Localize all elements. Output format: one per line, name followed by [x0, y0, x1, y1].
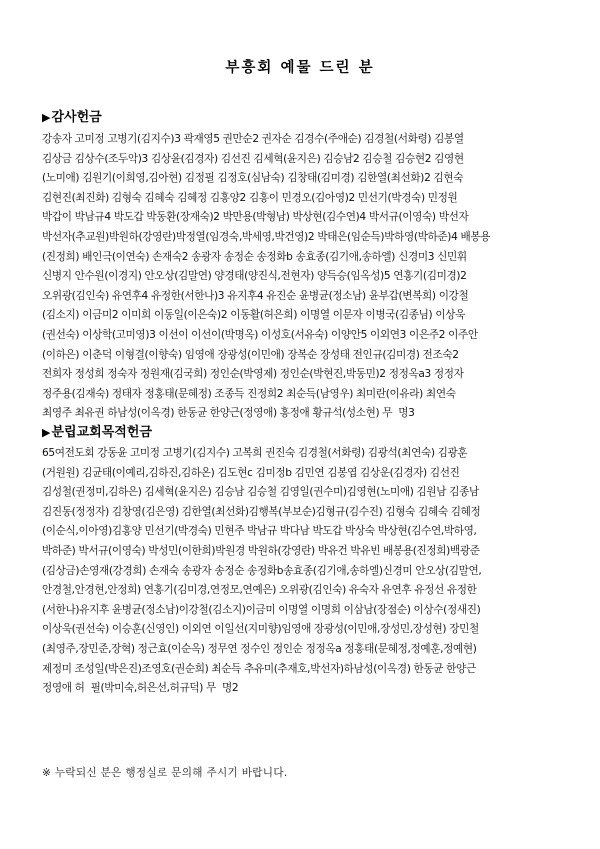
section-heading-label: 감사헌금: [51, 110, 102, 125]
footnote: ※ 누락되신 분은 행정실로 문의해 주시기 바랍니다.: [42, 767, 288, 779]
triangle-bullet-icon: ▶: [42, 111, 51, 124]
triangle-bullet-icon: ▶: [42, 426, 51, 439]
donor-name-list: 65여전도회 강동윤 고미정 고병기(김지수) 고복희 권진숙 김경철(서화령) 김광석(최연숙) 김광훈 (거원원) 김균태(이예리,김하진,김하온) 김도현c 김미정b 김민연 김봉엽 김상운(김경자) 김선진 김성철(권정미,김하은) 김세혁(윤지은) 김승남 김승철 김영일(권수미)김영현(노미애) 김원남 김종남 김진동(정정자) 김창영(김은영) 김한열(최선화)김행복(부보순)김형규(김수진) 김형숙 김혜숙 김혜정 (이순식,이아영)김홍양 민선기(박경숙) 민현주 박남규 박다남 박도갑 박상숙 박상현(김수연,박하영, 박하준) 박서규(이영숙) 박성민(이한희)박원경 박원하(강영란) 박유건 박유빈 배봉용(진정희)백광준 (김상금)손영재(강경희) 손재숙 송광자 송정순 송정화b송효종(김기애,송하엘)신경미 안오상(김말연, 안경철,안경현,안정희) 연홍기(김미경,연정모,연예은) 오위광(김인숙) 유숙자 유연후 유정선 유정한 (서한나)유지후 윤병균(정소남)이강철(김소지)이금미 이명열 이명희 이삼남(장점순) 이상수(정새진) 이상욱(권선숙) 이승훈(신영인) 이외연 이일선(지미향)임영애 장광성(이민애,장성민,장성현) 장민철 (최영주,장민준,장혁) 정근효(이순옥) 정무연 정수인 정인순 정정옥a 정홍태(문혜정,정예훈,정예현) 제정미 조성일(박은진)조영호(권순희) 최순득 추유미(추재호,박선자)하남성(이옥경) 한동균 한양근 정영애 허 필(박미숙,허은선,허규덕) 무 명2: [42, 447, 482, 695]
section-heading-thanks-offering: [42, 106, 102, 125]
document-title: 부흥회 예물 드린 분: [225, 60, 375, 76]
section-heading-label: 분립교회목적헌금: [51, 425, 152, 440]
section-heading-church-planting-offering: [42, 421, 152, 440]
donor-name-list: 강송자 고미정 고병기(김지수)3 곽재영5 권만순2 권자순 김경수(주애순) 김경철(서화령) 김봉열 김상금 김상수(조두악)3 김상윤(김경자) 김선진 김세혁(윤지은) 김승남2 김승철 김승현2 김영현 (노미애) 김원기(이희영,김아현) 김정필 김정호(심남숙) 김창태(김미경) 김한열(최선화)2 김현숙 김현진(최진화) 김형숙 김혜숙 김혜정 김홍양2 김홍이 민경오(김아영)2 민선기(박경숙) 민정원 박갑이 박남규4 박도갑 박동환(장재숙)2 박만용(박형남) 박상현(김수연)4 박서규(이영숙) 박선자 박선자(추교원)박원하(강영란)박정열(임경숙,박세영,박건영)2 박태은(임순득)박하영(박하준)4 배봉용 (진정희) 배인극(이연숙) 손재숙2 송광자 송정순 송정화b 송효종(김기애,송하엘) 신경미3 신민휘 신병지 안수원(이경지) 안오상(김말연) 양경태(양진식,전현자) 양득승(임옥성)5 연홍기(김미경)2 오위광(김인숙) 유연후4 유정한(서한나)3 유지후4 유진순 윤병균(정소남) 윤부갑(변복희) 이강철 (김소지) 이금미2 이미희 이동일(이은숙)2 이동활(허은희) 이명열 이문자 이병국(김종님) 이상욱 (권선숙) 이상학(고미영)3 이선이 이선이(박명옥) 이성호(서유숙) 이양안5 이외연3 이은주2 이주안 (이하은) 이춘덕 이형결(이향숙) 임영애 장광성(이민애) 장복순 장성태 전인규(김미경) 전조숙2 전희자 정성희 정숙자 정원재(김국희) 정인순(박영제) 정인순(박현진,박동민)2 정정옥a3 정정자 정주용(김재숙) 정태자 정홍태(문혜정) 조종득 진정희2 최순득(남영우) 최미란(이유라) 최연숙 최영주 최유권 하남성(이옥경) 한동균 한양근(정영애) 홍정애 황규석(성소현) 무 명3: [42, 133, 491, 420]
